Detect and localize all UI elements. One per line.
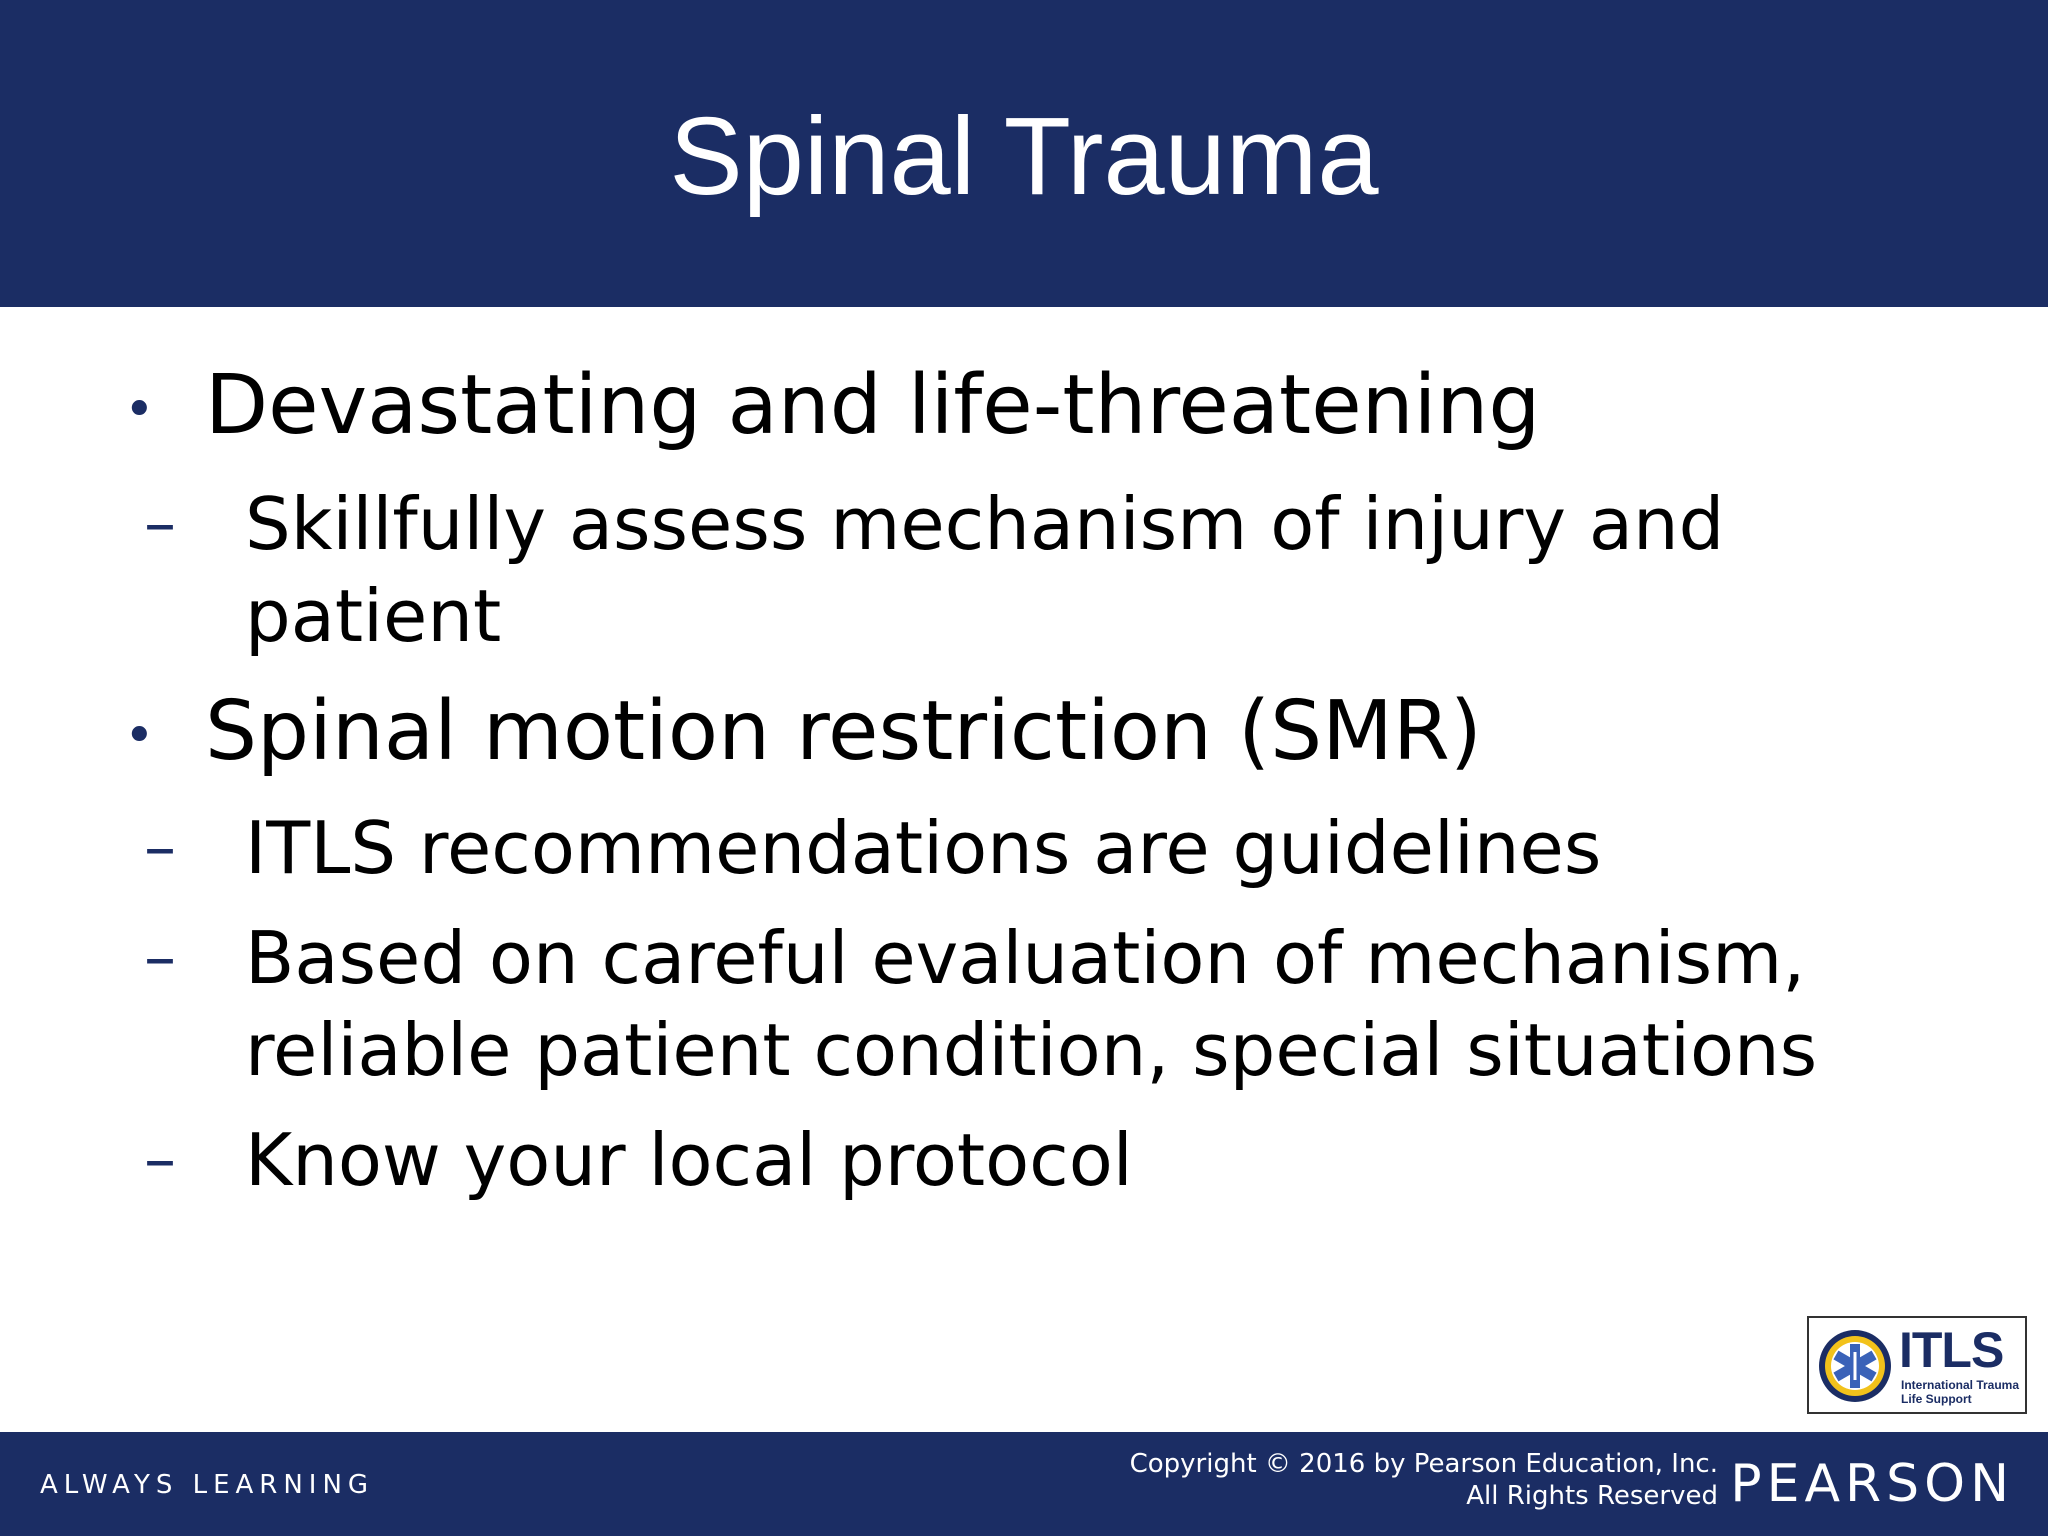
bullet-text: Devastating and life-threatening <box>205 358 1541 453</box>
logo-wordmark: ITLS <box>1899 1322 2004 1378</box>
sub-bullet-marker: – <box>144 1123 176 1197</box>
copyright-notice <box>1130 1448 1718 1512</box>
bullet-marker: • <box>124 706 155 766</box>
sub-bullet-text: Based on careful evaluation of mechanism, reliable patient condition, special situations <box>245 916 1818 1092</box>
star-of-life-icon <box>1817 1328 1893 1404</box>
sub-bullet-marker: – <box>144 487 176 561</box>
footer-bar <box>0 1432 2048 1536</box>
sub-bullet-text: Know your local protocol <box>245 1118 1133 1202</box>
bullet-marker: • <box>124 380 155 440</box>
footer-tagline: ALWAYS LEARNING <box>40 1470 375 1500</box>
sub-bullet-text: ITLS recommendations are guidelines <box>245 806 1602 890</box>
bullet-text: Spinal motion restriction (SMR) <box>205 684 1482 779</box>
slide-title: Spinal Trauma <box>669 95 1379 218</box>
itls-logo <box>1807 1316 2027 1414</box>
copyright-line: Copyright © 2016 by Pearson Education, Inc. <box>1129 1449 1718 1479</box>
sub-bullet-marker: – <box>144 811 176 885</box>
sub-bullet-text: Skillfully assess mechanism of injury and patient <box>245 482 1725 658</box>
sub-bullet-marker: – <box>144 921 176 995</box>
pearson-logo: PEARSON <box>1730 1454 2014 1514</box>
rights-line: All Rights Reserved <box>1466 1481 1718 1511</box>
logo-subtitle: International Trauma Life Support <box>1901 1378 2020 1406</box>
